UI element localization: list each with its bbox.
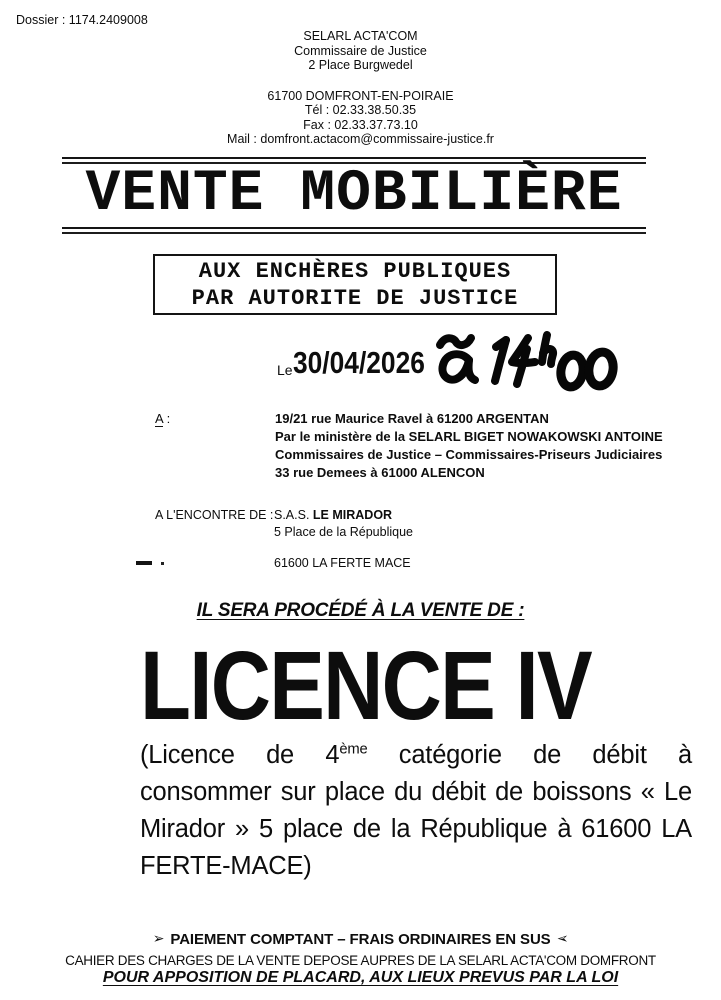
- arrowhead-left-icon: ➢: [556, 930, 569, 946]
- sale-date-prefix: Le: [277, 362, 293, 378]
- description-line: [140, 737, 692, 774]
- against-label: A L'ENCONTRE DE :: [155, 508, 274, 522]
- payment-terms-line: [0, 931, 721, 948]
- terms-deposit-line: CAHIER DES CHARGES DE LA VENTE DEPOSE AUPRES DE LA SELARL ACTA'COM DOMFRONT: [65, 953, 656, 968]
- letterhead-office-name: SELARL ACTA'COM: [303, 29, 418, 43]
- double-rule-bottom: [62, 227, 646, 234]
- dossier-number: Dossier : 1174.2409008: [16, 13, 148, 27]
- recipient-label: [155, 411, 170, 426]
- letterhead-office-role: Commissaire de Justice: [294, 43, 427, 58]
- letterhead-office-street: 2 Place Burgwedel: [308, 58, 413, 72]
- description-line: consommer sur place du débit de boissons « Le: [140, 778, 692, 806]
- description-line: Mirador » 5 place de la République à 61600 LA: [140, 815, 692, 843]
- payment-terms-text: PAIEMENT COMPTANT – FRAIS ORDINAIRES EN SUS: [170, 931, 551, 948]
- letterhead-email: Mail : domfront.actacom@commissaire-justice.fr: [227, 132, 494, 146]
- sale-intro-heading: IL SERA PROCÉDÉ À LA VENTE DE :: [196, 600, 525, 621]
- letterhead: [0, 29, 721, 147]
- debtor-company-name: LE MIRADOR: [312, 508, 393, 522]
- placard-notice-line: POUR APPOSITION DE PLACARD, AUX LIEUX PREVUS PAR LA LOI: [102, 969, 619, 986]
- debtor-company: [274, 507, 413, 524]
- handwritten-time-annotation: [432, 328, 637, 394]
- sale-item-title: LICENCE IV: [140, 631, 591, 740]
- debtor-block: [274, 507, 413, 572]
- recipient-line: Commissaires de Justice – Commissaires-Priseurs Judiciaires: [275, 447, 663, 462]
- subtitle-line-2: PAR AUTORITE DE JUSTICE: [191, 286, 519, 311]
- recipient-line: 19/21 rue Maurice Ravel à 61200 ARGENTAN: [275, 411, 549, 426]
- notice-title-block: [62, 157, 646, 234]
- letterhead-phone: Tél : 02.33.38.50.35: [304, 103, 417, 117]
- sale-date: 30/04/2026: [293, 345, 425, 380]
- letterhead-gap: [0, 73, 721, 89]
- recipient-line: 33 rue Demees à 61000 ALENCON: [275, 465, 485, 480]
- recipient-label-colon: :: [162, 411, 171, 426]
- debtor-street: 5 Place de la République: [274, 525, 413, 539]
- sale-item-description: [140, 737, 692, 885]
- description-text: (Licence de 4: [140, 741, 340, 769]
- scan-artifact-dash: [136, 561, 152, 565]
- letterhead-city: 61700 DOMFRONT-EN-POIRAIE: [267, 88, 454, 103]
- description-line: FERTE-MACE): [140, 852, 312, 880]
- notice-title: VENTE MOBILIÈRE: [85, 162, 623, 227]
- debtor-city: 61600 LA FERTE MACE: [274, 556, 411, 570]
- scan-artifact-dot: [161, 562, 164, 565]
- letterhead-fax: Fax : 02.33.37.73.10: [303, 117, 418, 132]
- debtor-company-prefix: S.A.S.: [274, 508, 313, 522]
- description-superscript: ème: [339, 741, 368, 758]
- arrowhead-right-icon: ➢: [152, 930, 165, 946]
- recipient-address-block: [275, 410, 705, 482]
- subtitle-line-1: AUX ENCHÈRES PUBLIQUES: [198, 259, 512, 284]
- recipient-label-letter: A: [155, 411, 163, 426]
- auction-subtitle-box: [153, 254, 557, 315]
- recipient-line: Par le ministère de la SELARL BIGET NOWAKOWSKI ANTOINE: [275, 429, 663, 444]
- description-text: catégorie de débit à: [367, 741, 693, 769]
